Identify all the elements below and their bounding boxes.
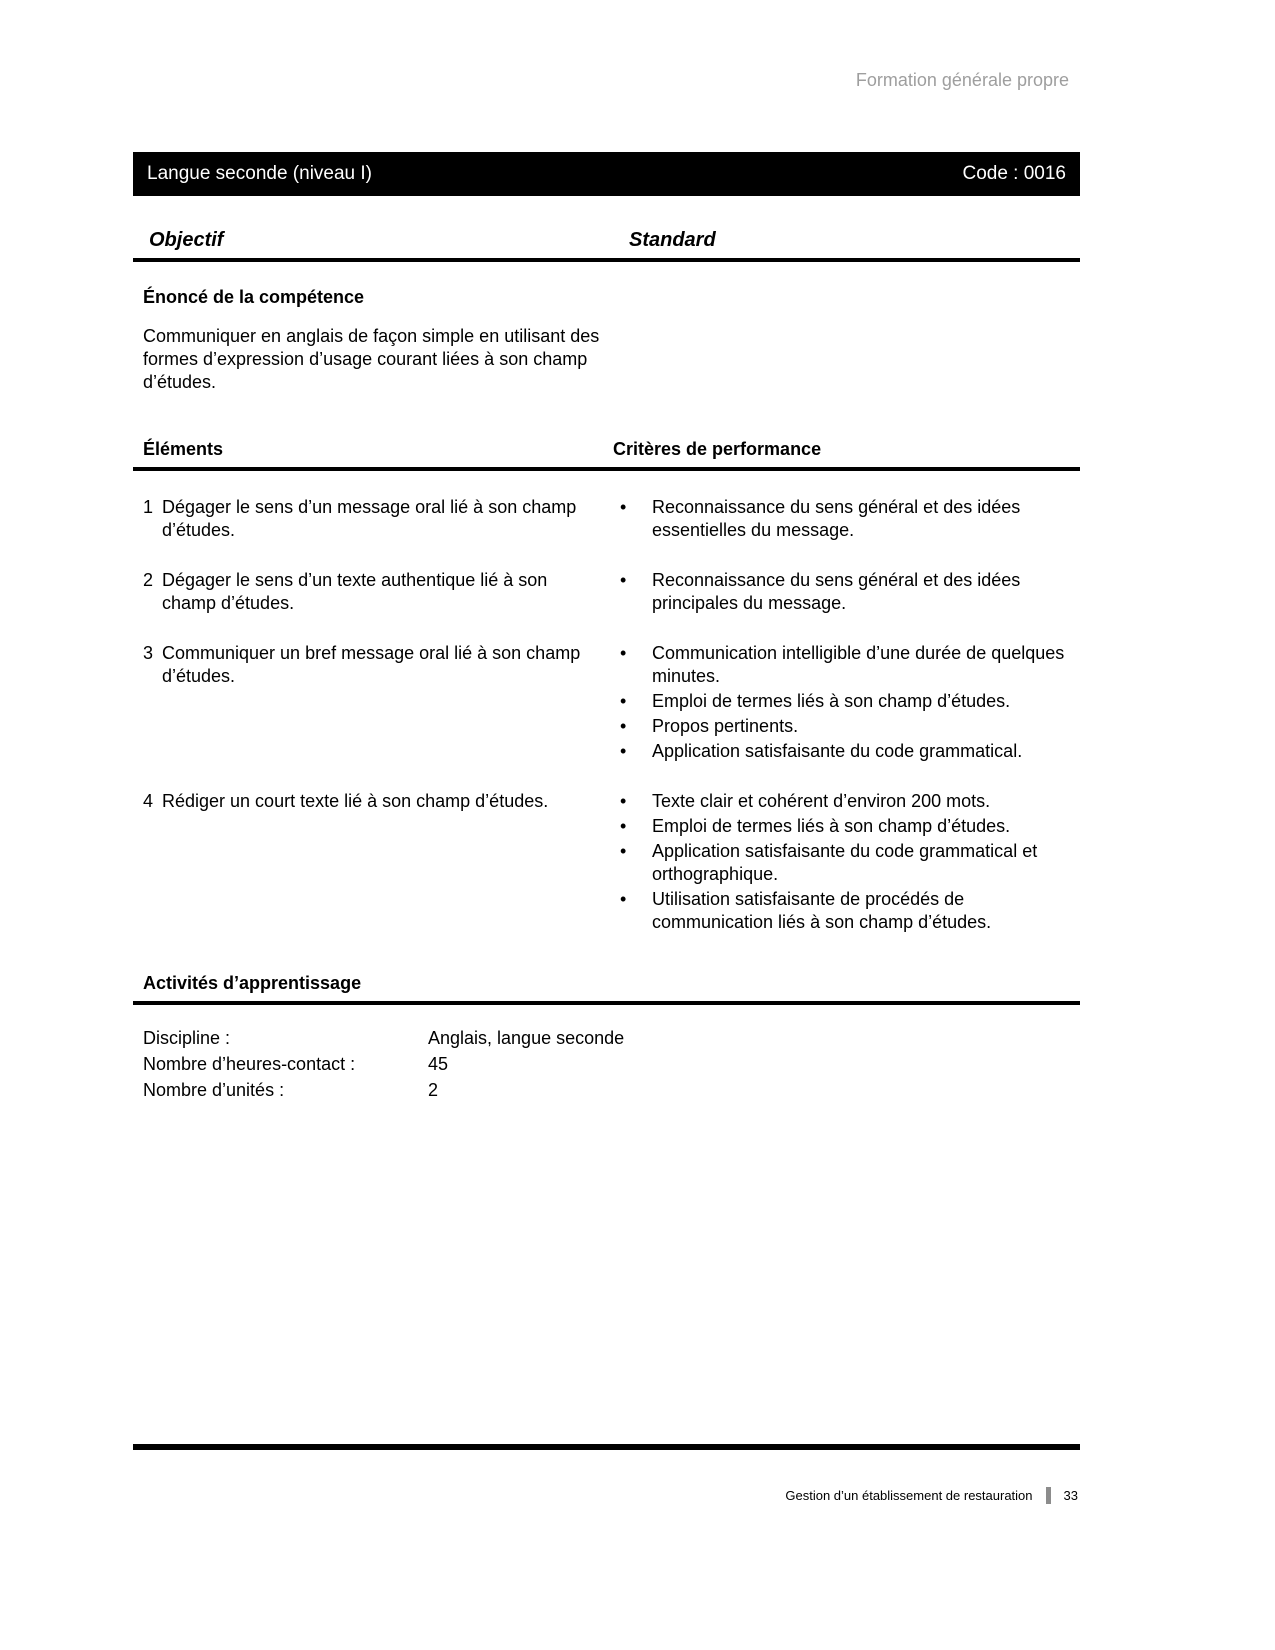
- footer-program-title: Gestion d’un établissement de restauration: [785, 1488, 1033, 1503]
- activity-row-discipline: [133, 1025, 1080, 1051]
- page-content: [133, 228, 1080, 1103]
- rule-under-objectif: [133, 258, 1080, 262]
- activity-row-heures: [133, 1051, 1080, 1077]
- criteria-list: [613, 790, 1080, 936]
- footer-rule: [133, 1444, 1080, 1450]
- title-bar: [133, 152, 1080, 196]
- element-number: 2: [143, 570, 154, 590]
- element-row-4: [133, 790, 1080, 936]
- criteria-item: • Emploi de termes liés à son champ d’études.: [613, 690, 1080, 713]
- course-code: Code : 0016: [962, 163, 1066, 184]
- element-text: Dégager le sens d’un texte authentique lié à son champ d’études.: [162, 570, 548, 613]
- element-number: 1: [143, 497, 154, 517]
- criteria-item: • Reconnaissance du sens général et des idées principales du message.: [613, 569, 1080, 615]
- element-cell: [133, 496, 613, 544]
- rule-under-activities: [133, 1001, 1080, 1005]
- criteria-list: [613, 569, 1080, 617]
- activity-value: Anglais, langue seconde: [428, 1028, 625, 1048]
- objectif-header: Objectif: [149, 229, 224, 251]
- element-cell: [133, 642, 613, 765]
- criteria-item: • Texte clair et cohérent d’environ 200 mots.: [613, 790, 1080, 813]
- criteria-item: • Utilisation satisfaisante de procédés de communication liés à son champ d’études.: [613, 888, 1080, 934]
- running-head: Formation générale propre: [855, 70, 1069, 90]
- criteria-item: • Communication intelligible d’une durée de quelques minutes.: [613, 642, 1080, 688]
- elements-criteria-headers: [133, 438, 1080, 461]
- element-text: Dégager le sens d’un message oral lié à son champ d’études.: [162, 497, 577, 540]
- page-number: 33: [1063, 1488, 1078, 1503]
- element-number: 3: [143, 643, 154, 663]
- activity-label: Discipline :: [143, 1028, 231, 1048]
- course-title: Langue seconde (niveau I): [147, 163, 372, 184]
- objectif-standard-headers: [133, 228, 1080, 252]
- footer-separator: [1046, 1487, 1051, 1504]
- elements-header: Éléments: [143, 439, 224, 459]
- activities-heading: Activités d’apprentissage: [143, 973, 362, 993]
- activities-table: [133, 1025, 1080, 1103]
- criteria-list: [613, 642, 1080, 765]
- criteres-header: Critères de performance: [613, 439, 822, 459]
- criteria-item: • Application satisfaisante du code grammatical et orthographique.: [613, 840, 1080, 886]
- footer: [785, 1487, 1078, 1504]
- element-row-3: [133, 642, 1080, 765]
- competence-heading: Énoncé de la compétence: [143, 287, 365, 307]
- element-row-1: [133, 496, 1080, 544]
- activity-value: 45: [428, 1054, 449, 1074]
- element-number: 4: [143, 791, 154, 811]
- element-text: Rédiger un court texte lié à son champ d’études.: [162, 791, 549, 811]
- element-cell: [133, 569, 613, 617]
- criteria-item: • Application satisfaisante du code grammatical.: [613, 740, 1080, 763]
- criteria-item: • Emploi de termes liés à son champ d’études.: [613, 815, 1080, 838]
- rule-under-elements: [133, 467, 1080, 471]
- criteria-list: [613, 496, 1080, 544]
- activity-row-unites: [133, 1077, 1080, 1103]
- element-text: Communiquer un bref message oral lié à son champ d’études.: [162, 643, 581, 686]
- activity-value: 2: [428, 1080, 439, 1100]
- element-cell: [133, 790, 613, 936]
- activity-label: Nombre d’unités :: [143, 1080, 285, 1100]
- criteria-item: • Propos pertinents.: [613, 715, 1080, 738]
- criteria-item: • Reconnaissance du sens général et des idées essentielles du message.: [613, 496, 1080, 542]
- activity-label: Nombre d’heures-contact :: [143, 1054, 356, 1074]
- competence-body: Communiquer en anglais de façon simple en utilisant des formes d’expression d’usage courant liées à son champ d’études.: [143, 326, 600, 392]
- standard-header: Standard: [629, 229, 716, 251]
- element-row-2: [133, 569, 1080, 617]
